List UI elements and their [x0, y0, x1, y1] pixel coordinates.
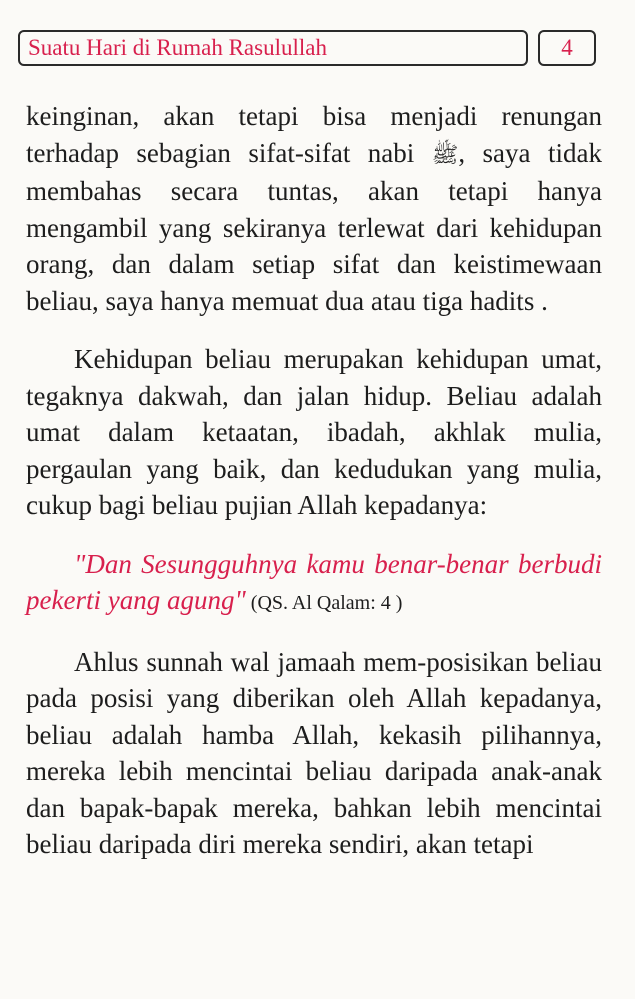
page-header	[18, 30, 598, 68]
quran-quote: "Dan Sesungguhnya kamu benar-benar berbudi pekerti yang agung"	[26, 548, 602, 615]
quran-quote-block	[26, 546, 602, 622]
page-number: 4	[538, 30, 596, 66]
paragraph-1	[26, 98, 602, 319]
paragraph-4: Ahlus sunnah wal jamaah mem-posisikan beliau pada posisi yang diberikan oleh Allah kepadanya, beliau adalah hamba Allah, kekasih pilihannya, mereka lebih mencintai beliau daripada anak-anak dan bapak-bapak mereka, bahkan lebih mencintai beliau daripada diri mereka sendiri, akan tetapi	[26, 646, 602, 859]
paragraph-2: Kehidupan beliau merupakan kehidupan umat, tegaknya dakwah, dan jalan hidup. Beliau adalah umat dalam ketaatan, ibadah, akhlak mulia, pergaulan yang baik, dan kedudukan yang mulia, cukup bagi beliau pujian Allah kepadanya:	[26, 344, 602, 520]
paragraph-1-text-start: keinginan, akan tetapi bisa menjadi renungan terhadap sebagian sifat-sifat nabi	[26, 101, 602, 168]
paragraph-1-text-end: , saya tidak membahas secara tuntas, akan tetapi hanya mengambil yang sekiranya terlewat dari kehidupan orang, dan dalam setiap sifat dan keistimewaan beliau, saya hanya memuat dua atau tiga hadits .	[26, 137, 602, 316]
quran-citation: (QS. Al Qalam: 4 )	[245, 592, 403, 614]
page-body	[26, 98, 602, 863]
salawat-symbol: ﷺ	[431, 141, 459, 167]
book-title: Suatu Hari di Rumah Rasulullah	[18, 30, 528, 66]
